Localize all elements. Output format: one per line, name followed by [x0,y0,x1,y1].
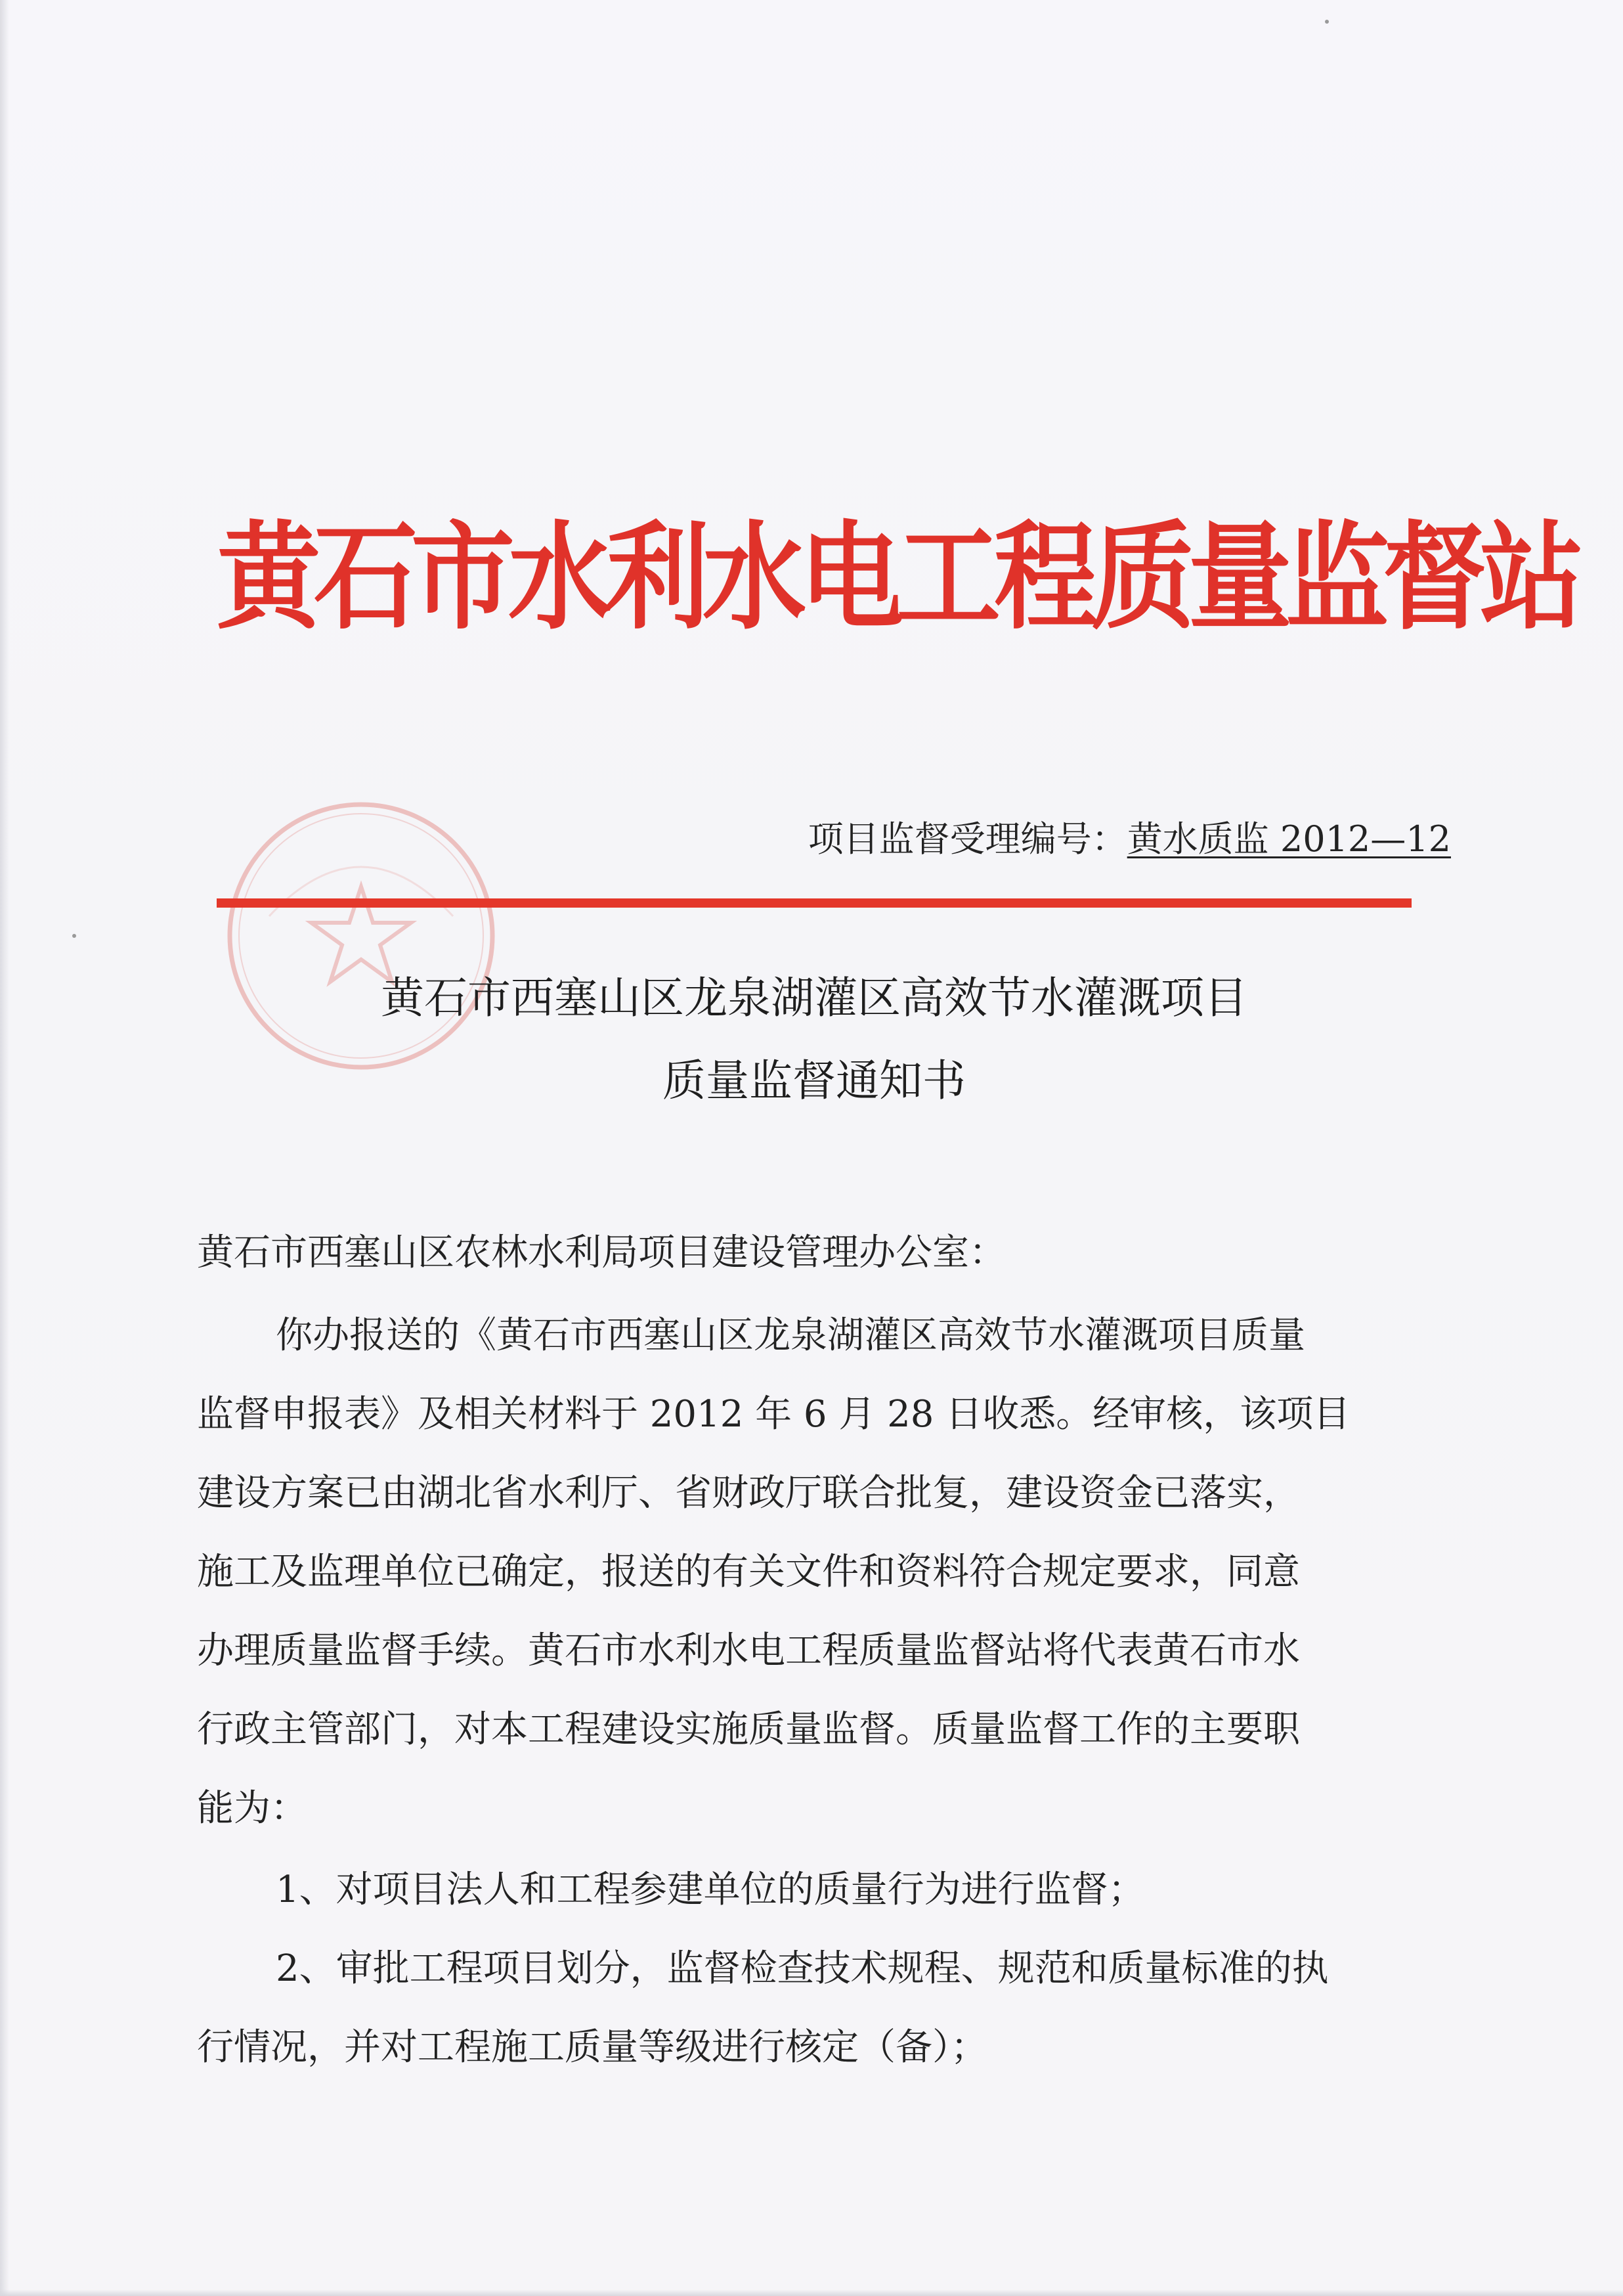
body-line: 行政主管部门，对本工程建设实施质量监督。质量监督工作的主要职 [197,1708,1300,1751]
document-title-line2: 质量监督通知书 [662,1055,966,1106]
list-item: 2、审批工程项目划分，监督检查技术规程、规范和质量标准的执 [276,1947,1329,1990]
body-line: 你办报送的《黄石市西塞山区龙泉湖灌区高效节水灌溉项目质量 [276,1314,1305,1357]
body-line: 施工及监理单位已确定，报送的有关文件和资料符合规定要求，同意 [197,1551,1300,1593]
scan-speck [72,934,76,938]
reference-value: 黄水质监 2012—12 [1127,818,1451,860]
scan-edge [0,2289,1623,2296]
red-divider [217,898,1412,908]
scan-speck [1325,20,1329,24]
letterhead-title: 黄石市水利水电工程质量监督站 [217,510,1577,646]
reference-label: 项目监督受理编号： [808,818,1127,860]
scan-edge [0,0,9,2296]
reference-number [716,813,1451,866]
body-line: 能为： [197,1787,307,1830]
body-line: 建设方案已由湖北省水利厅、省财政厅联合批复，建设资金已落实， [197,1472,1300,1514]
body-line: 办理质量监督手续。黄石市水利水电工程质量监督站将代表黄石市水 [197,1629,1300,1672]
body-line: 监督申报表》及相关材料于 2012 年 6 月 28 日收悉。经审核，该项目 [197,1393,1351,1436]
addressee: 黄石市西塞山区农林水利局项目建设管理办公室： [197,1231,1006,1274]
list-item-continuation: 行情况，并对工程施工质量等级进行核定（备）； [197,2026,987,2069]
official-seal-icon [217,791,506,1080]
list-item: 1、对项目法人和工程参建单位的质量行为进行监督； [276,1868,1145,1911]
document-title-line1: 黄石市西塞山区龙泉湖灌区高效节水灌溉项目 [381,973,1247,1023]
